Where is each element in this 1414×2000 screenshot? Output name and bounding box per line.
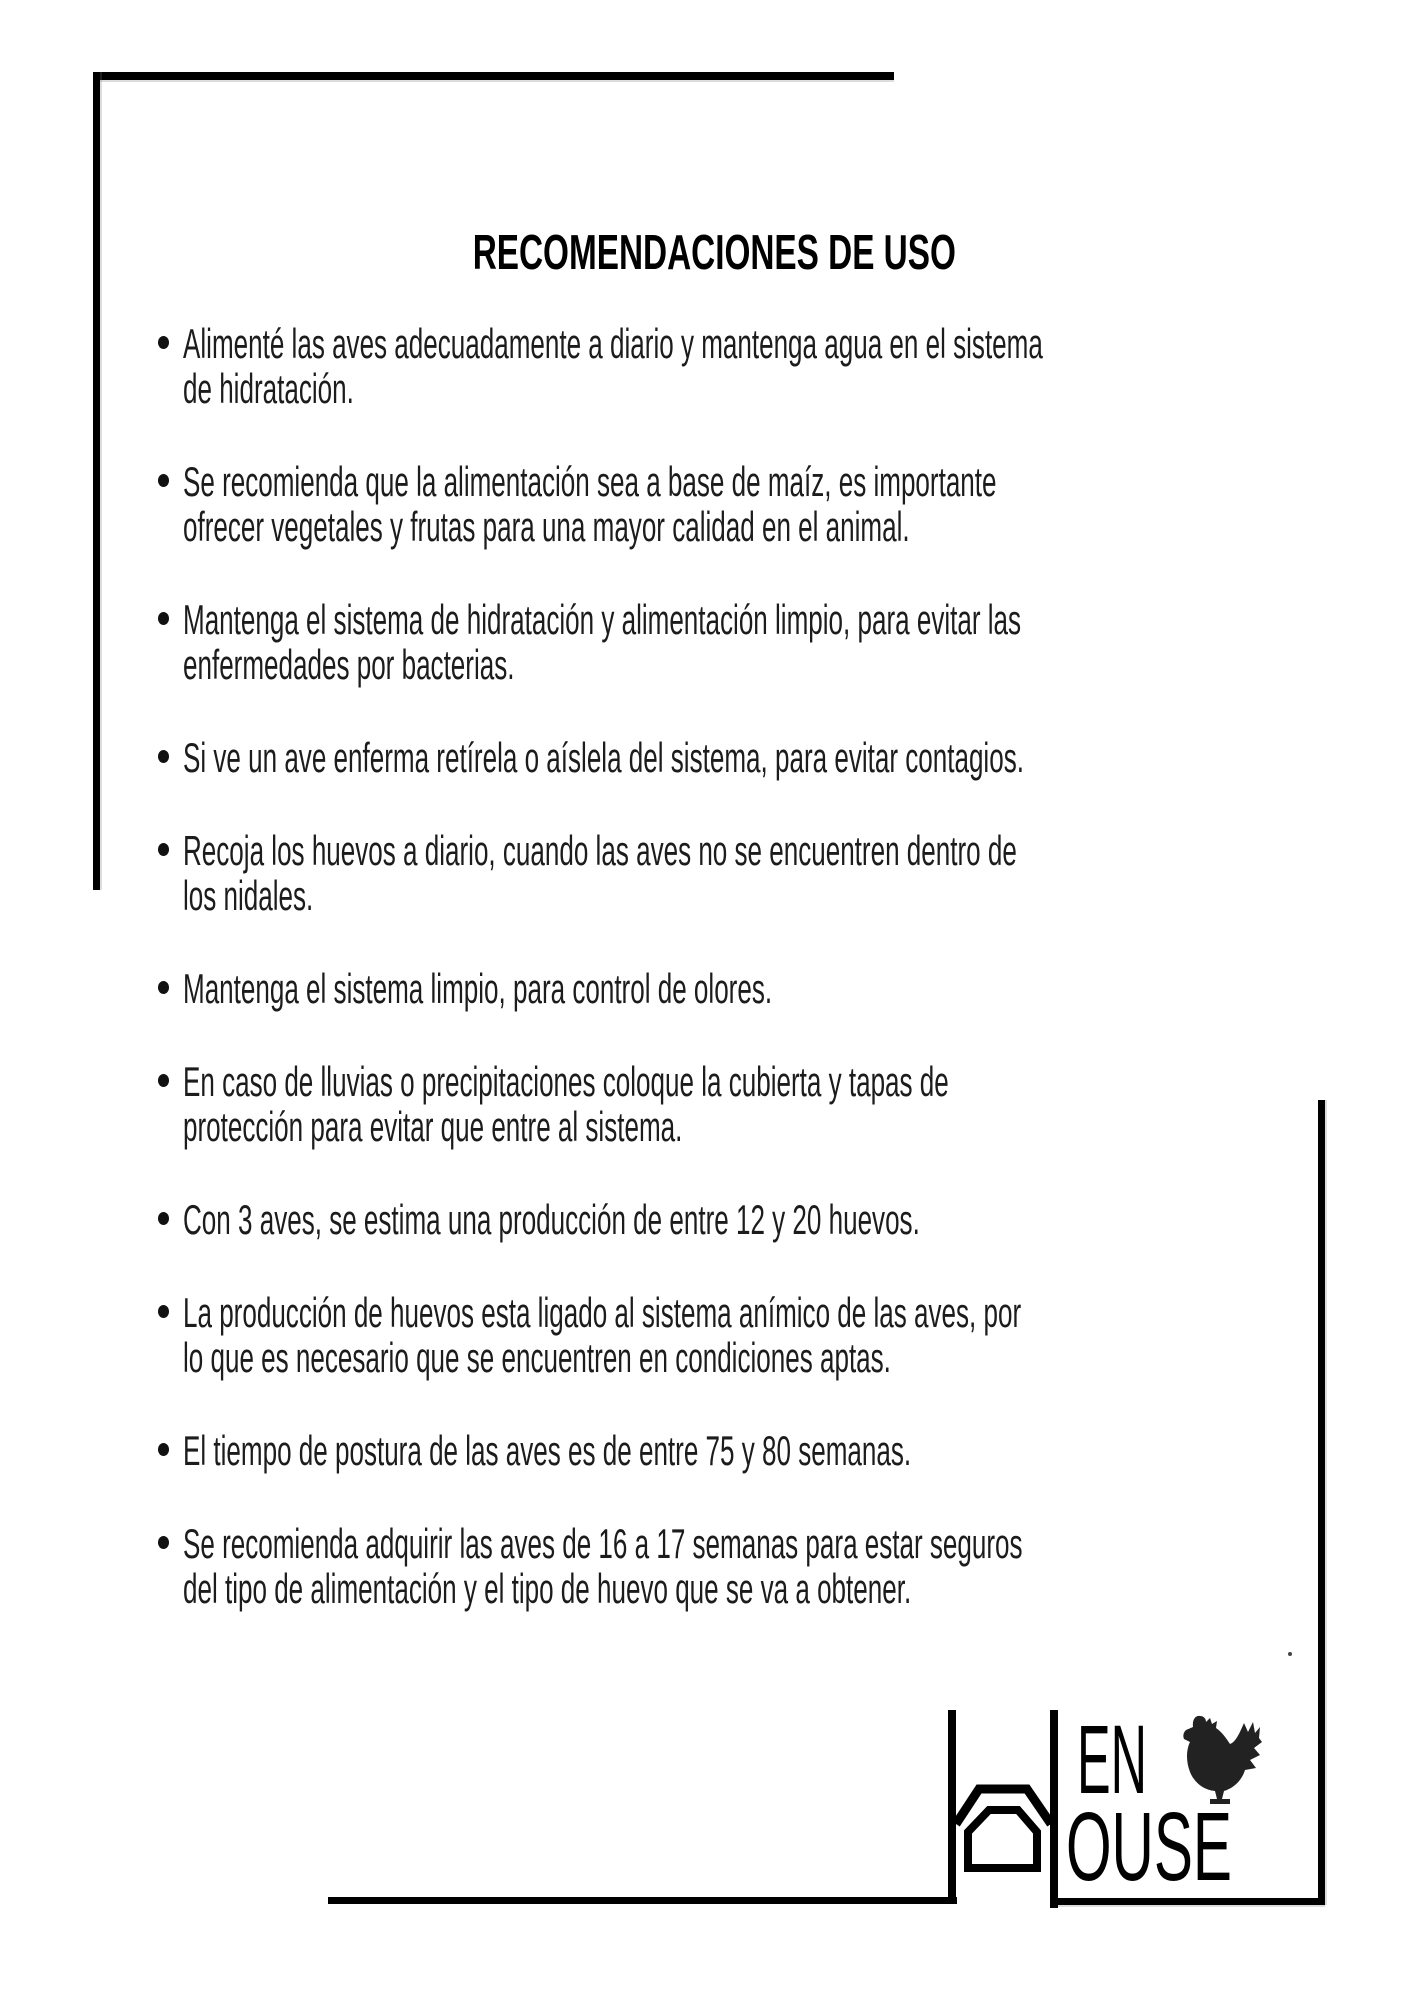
bullet-line: Alimenté las aves adecuadamente a diario y mantenga agua en el sistema	[183, 320, 1043, 367]
list-item	[158, 735, 1414, 780]
stray-period-mark	[1288, 1652, 1292, 1656]
list-item	[158, 966, 1414, 1011]
list-item	[158, 459, 1414, 549]
logo-letters-ouse: OUSE	[1066, 1792, 1232, 1901]
list-item	[158, 1290, 1414, 1380]
bullet-line: lo que es necesario que se encuentren en condiciones aptas.	[183, 1334, 891, 1381]
list-item	[158, 1059, 1414, 1149]
logo-h-left-stem	[948, 1710, 956, 1904]
list-item	[158, 321, 1414, 411]
bullet-line: Recoja los huevos a diario, cuando las aves no se encuentren dentro de	[183, 827, 1017, 874]
list-item	[158, 1197, 1414, 1242]
bullet-line: Mantenga el sistema de hidratación y alimentación limpio, para evitar las	[183, 596, 1022, 643]
page-title: RECOMENDACIONES DE USO	[472, 226, 956, 280]
bullet-line: Mantenga el sistema limpio, para control de olores.	[183, 965, 773, 1012]
bullet-line: Con 3 aves, se estima una producción de entre 12 y 20 huevos.	[183, 1196, 920, 1243]
bullet-line: En caso de lluvias o precipitaciones coloque la cubierta y tapas de	[183, 1058, 949, 1105]
logo-h-right-stem	[1050, 1710, 1058, 1908]
bullet-icon	[158, 750, 169, 763]
bullet-icon	[158, 336, 169, 349]
bullet-line: ofrecer vegetales y frutas para una mayor calidad en el animal.	[183, 503, 910, 550]
coop-door-icon	[968, 1810, 1037, 1868]
bullet-icon	[158, 1305, 169, 1318]
bullet-icon	[158, 612, 169, 625]
bullet-line: del tipo de alimentación y el tipo de huevo que se va a obtener.	[183, 1565, 912, 1612]
bullet-icon	[158, 1074, 169, 1087]
bullet-icon	[158, 1536, 169, 1549]
bullet-line: protección para evitar que entre al sistema.	[183, 1103, 683, 1150]
logo-baseline-left	[328, 1897, 957, 1904]
list-item	[158, 828, 1414, 918]
recommendations-list	[0, 321, 1414, 1611]
bullet-line: enfermedades por bacterias.	[183, 641, 515, 688]
bullet-line: La producción de huevos esta ligado al sistema anímico de las aves, por	[183, 1289, 1022, 1336]
hen-icon	[1183, 1716, 1262, 1804]
bullet-line: Se recomienda adquirir las aves de 16 a 17 semanas para estar seguros	[183, 1520, 1023, 1567]
list-item	[158, 1428, 1414, 1473]
bullet-line: El tiempo de postura de las aves es de entre 75 y 80 semanas.	[183, 1427, 912, 1474]
bullet-icon	[158, 843, 169, 856]
bullet-line: Si ve un ave enferma retírela o aíslela del sistema, para evitar contagios.	[183, 734, 1024, 781]
bullet-line: Se recomienda que la alimentación sea a base de maíz, es importante	[183, 458, 997, 505]
logo-letters-en: EN	[1077, 1705, 1147, 1814]
bullet-icon	[158, 1212, 169, 1225]
bullet-icon	[158, 981, 169, 994]
bullet-line: de hidratación.	[183, 365, 354, 412]
bullet-line: los nidales.	[183, 872, 314, 919]
list-item	[158, 597, 1414, 687]
list-item	[158, 1521, 1414, 1611]
bullet-icon	[158, 474, 169, 487]
hen-house-logo	[320, 1700, 1340, 1920]
title-wrap	[0, 226, 1414, 280]
bullet-icon	[158, 1443, 169, 1456]
